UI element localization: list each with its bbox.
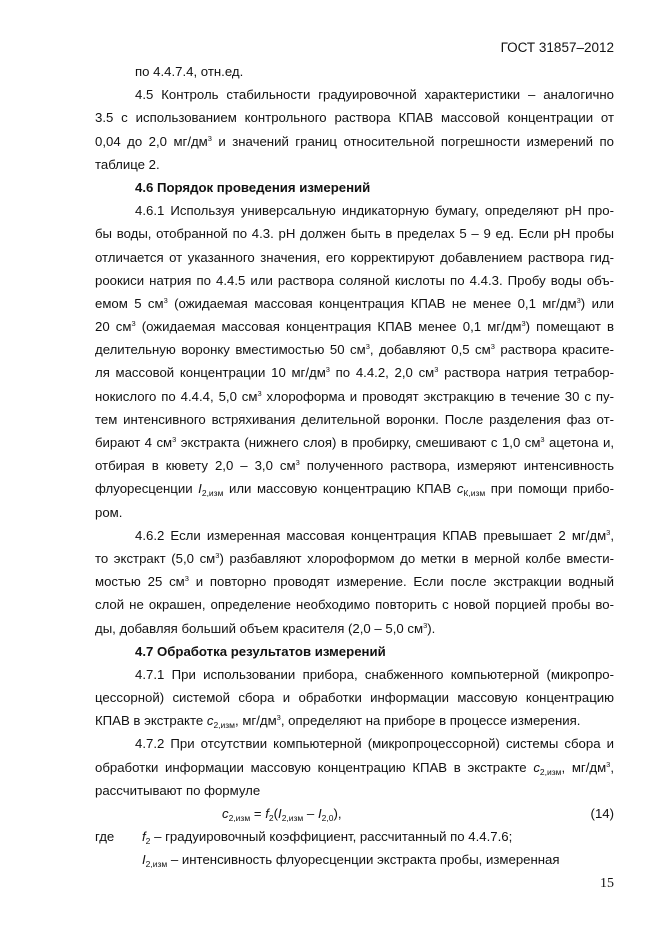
text-line: нокислого по 4.4.4, 5,0 $см^3$ хлороформа и проводят экстракцию в течение 30 с пу- — [95, 388, 614, 404]
text-line: отличается от указанного значения, его корректируют добавлением раствора гид- — [95, 249, 614, 265]
text-line: тем интенсивного встряхивания делительной воронки. После разделения фаз от- — [95, 411, 614, 427]
text-line: отбирая в кювету 2,0 – 3,0 $см^3$ полученного раствора, измеряют интенсивность — [95, 458, 614, 474]
text-line: 4.5 Контроль стабильности градуировочной характеристики – аналогично — [135, 87, 614, 103]
text-line: 4.6.2 Если измеренная массовая концентрация КПАВ превышает 2 $мг/дм^3$, — [135, 527, 614, 543]
text-line: то экстракт (5,0 $см^3$) разбавляют хлороформом до метки в мерной колбе вмести- — [95, 550, 614, 566]
where-line: $I_{2,изм}$ – интенсивность флуоресценции экстракта пробы, измеренная — [142, 852, 560, 870]
text-line: по 4.4.7.4, отн.ед. — [135, 64, 244, 79]
text-line: цессорной) системой сбора и обработки информации массовую концентрацию — [95, 690, 614, 706]
text-line: слой не окрашен, определение необходимо повторить с новой порцией пробы во- — [95, 597, 614, 613]
text-line: ды, добавляя больший объем красителя (2,0 – 5,0 $см^3$). — [95, 620, 436, 636]
text-line: бы воды, отобранной по 4.3. рН должен быть в пределах 5 – 9 ед. Если рН пробы — [95, 226, 614, 242]
text-line: ром. — [95, 504, 123, 520]
text-line: 3.5 с использованием контрольного раствора КПАВ массовой концентрации от — [95, 110, 614, 126]
standard-header: ГОСТ 31857–2012 — [500, 40, 614, 55]
text-line: 4.7.1 При использовании прибора, снабженного компьютерной (микропро- — [135, 666, 614, 682]
document-body — [95, 60, 614, 872]
formula-expression: $c_{2,изм} = f_2(I_{2,изм} - I_{2,0})$, — [222, 806, 342, 823]
section-heading-4-6: 4.6 Порядок проведения измерений — [135, 179, 371, 195]
text-line: ля массовой концентрации 10 $мг/дм^3$ по 4.4.2, 2,0 $см^3$ раствора натрия тетрабор- — [95, 365, 614, 381]
formula-14 — [95, 802, 614, 825]
text-line: емом 5 $см^3$ (ожидаемая массовая концентрация КПАВ не менее 0,1 $мг/дм^3$) или — [95, 295, 614, 311]
where-line: где $f_2$ – градуировочный коэффициент, рассчитанный по 4.4.7.6; — [95, 829, 513, 847]
text-line: 20 $см^3$ (ожидаемая массовая концентрация КПАВ менее 0,1 $мг/дм^3$) помещают в — [95, 319, 614, 335]
text-line: делительную воронку вместимостью 50 $см^3$, добавляют 0,5 $см^3$ раствора красите- — [95, 342, 614, 358]
text-line: 4.6.1 Используя универсальную индикаторную бумагу, определяют рН про- — [135, 203, 614, 219]
text-line: флуоресценции $I_{2,изм}$ или массовую концентрацию КПАВ $c_{К,изм}$ при помощи прибо- — [95, 481, 614, 499]
text-line: мостью 25 $см^3$ и повторно проводят измерение. Если после экстракции водный — [95, 574, 614, 590]
text-line: таблице 2. — [95, 156, 160, 172]
text-line: КПАВ в экстракте $c_{2,изм}$, $мг/дм^3$, определяют на приборе в процессе измерения. — [95, 713, 581, 731]
text-line: обработки информации массовую концентрацию КПАВ в экстракте $c_{2,изм}$, $мг/дм^3$, — [95, 759, 614, 777]
text-line: бирают 4 $см^3$ экстракта (нижнего слоя) в пробирку, смешивают с 1,0 $см^3$ ацетона и, — [95, 435, 614, 450]
text-line: роокиси натрия по 4.4.5 или раствора соляной кислоты по 4.4.3. Пробу воды объ- — [95, 272, 614, 288]
section-heading-4-7: 4.7 Обработка результатов измерений — [135, 643, 386, 659]
page-number: 15 — [600, 876, 614, 891]
text-line: 0,04 до 2,0 $мг/дм^3$ и значений границ относительной погрешности измерений по — [95, 133, 614, 149]
equation-number: (14) — [590, 806, 614, 821]
text-line: 4.7.2 При отсутствии компьютерной (микропроцессорной) системы сбора и — [135, 736, 614, 752]
text-line: рассчитывают по формуле — [95, 782, 261, 798]
